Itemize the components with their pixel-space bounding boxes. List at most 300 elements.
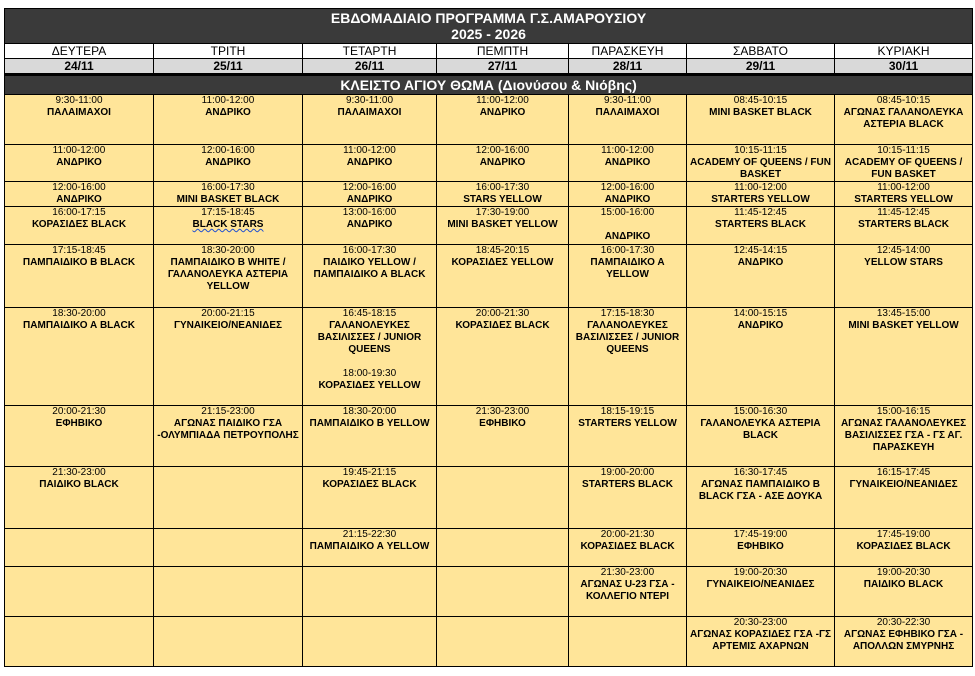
session-entry	[569, 529, 686, 553]
schedule-cell	[303, 245, 437, 308]
session-time: 21:30-23:00	[52, 467, 106, 478]
session-entry	[569, 567, 686, 603]
session-team: MINI BASKET BLACK	[709, 107, 812, 118]
session-team: ΑΝΔΡΙΚΟ	[346, 157, 393, 168]
session-team: ACADEMY OF QUEENS / FUN BASKET	[844, 157, 963, 180]
session-entry	[5, 182, 153, 206]
session-team: ΠΑΜΠΑΙΔΙΚΟ Β YELLOW	[309, 418, 430, 429]
session-time: 21:15-22:30	[342, 529, 397, 540]
session-team: STARS YELLOW	[463, 194, 542, 205]
session-entry	[5, 467, 153, 491]
session-entry	[437, 182, 568, 206]
session-team: ΑΝΔΡΙΚΟ	[479, 107, 526, 118]
schedule-cell	[569, 207, 687, 245]
session-team: ΠΑΙΔΙΚΟ YELLOW / ΠΑΜΠΑΙΔΙΚΟ Α BLACK	[313, 257, 426, 280]
session-team: ΚΟΡΑΣΙΔΕΣ YELLOW	[451, 257, 554, 268]
session-time: 20:30-23:00	[733, 617, 788, 628]
session-entry	[154, 406, 302, 442]
session-time: 16:00-17:30	[342, 245, 397, 256]
schedule-cell	[569, 617, 687, 667]
session-team: STARTERS BLACK	[582, 479, 673, 490]
session-team: ΑΝΔΡΙΚΟ	[604, 194, 651, 205]
session-time: 21:30-23:00	[475, 406, 530, 417]
schedule-cell	[437, 467, 569, 529]
session-entry	[687, 182, 834, 206]
day-header: ΚΥΡΙΑΚΗ	[835, 44, 973, 59]
session-entry	[5, 95, 153, 119]
schedule-cell	[5, 308, 154, 406]
date-header: 25/11	[154, 59, 303, 75]
session-team: ΕΦΗΒΙΚΟ	[737, 541, 784, 552]
session-team: ΠΑΙΔΙΚΟ BLACK	[863, 579, 944, 590]
schedule-cell	[835, 182, 973, 207]
session-entry	[569, 207, 686, 243]
schedule-cell	[569, 406, 687, 467]
session-time: 17:45-19:00	[733, 529, 788, 540]
session-time: 17:15-18:45	[201, 207, 255, 218]
session-team: ΑΓΩΝΑΣ ΠΑΙΔΙΚΟ ΓΣΑ -ΟΛΥΜΠΙΑΔΑ ΠΕΤΡΟΥΠΟΛΗΣ	[157, 418, 299, 441]
day-header: ΤΡΙΤΗ	[154, 44, 303, 59]
schedule-cell	[5, 182, 154, 207]
schedule-row	[5, 467, 973, 529]
session-entry	[154, 308, 302, 332]
schedule-cell	[569, 308, 687, 406]
session-time: 21:30-23:00	[600, 567, 655, 578]
session-time: 16:15-17:45	[876, 467, 931, 478]
session-team: ΑΝΔΡΙΚΟ	[737, 257, 784, 268]
session-entry	[569, 182, 686, 206]
schedule-cell	[154, 567, 303, 617]
session-time: 15:00-16:30	[733, 406, 788, 417]
session-entry	[687, 529, 834, 553]
session-time: 15:00-16:00	[600, 207, 655, 218]
session-entry	[569, 245, 686, 281]
schedule-cell	[835, 95, 973, 145]
session-team: ΓΥΝΑΙΚΕΙΟ/ΝΕΑΝΙΔΕΣ	[706, 579, 815, 590]
session-time: 9:30-11:00	[603, 95, 652, 106]
session-team: ΚΟΡΑΣΙΔΕΣ BLACK	[856, 541, 951, 552]
session-team: ΓΥΝΑΙΚΕΙΟ/ΝΕΑΝΙΔΕΣ	[849, 479, 958, 490]
schedule-cell	[569, 245, 687, 308]
session-team: BLACK STARS	[192, 219, 264, 230]
schedule-cell	[835, 145, 973, 182]
schedule-cell	[437, 617, 569, 667]
schedule-cell	[437, 406, 569, 467]
session-team: STARTERS BLACK	[715, 219, 806, 230]
schedule-cell	[5, 95, 154, 145]
season-label: 2025 - 2026	[451, 26, 526, 42]
schedule-cell	[835, 308, 973, 406]
session-time: 10:15-11:15	[734, 145, 787, 156]
session-entry	[437, 207, 568, 231]
session-entry	[303, 182, 436, 206]
session-entry	[835, 308, 972, 332]
session-time: 20:00-21:30	[52, 406, 106, 417]
schedule-cell	[437, 529, 569, 567]
session-team: ΚΟΡΑΣΙΔΕΣ BLACK	[455, 320, 550, 331]
schedule-cell	[835, 529, 973, 567]
schedule-cell	[835, 207, 973, 245]
session-time: 11:45-12:45	[877, 207, 930, 218]
session-time: 16:00-17:30	[475, 182, 530, 193]
session-time: 12:00-16:00	[201, 145, 255, 156]
session-time: 11:00-12:00	[877, 182, 930, 193]
session-time: 18:15-19:15	[600, 406, 655, 417]
session-entry	[687, 567, 834, 591]
session-time: 19:00-20:30	[876, 567, 931, 578]
session-entry	[303, 308, 436, 356]
schedule-row	[5, 308, 973, 406]
schedule-cell	[687, 182, 835, 207]
session-team: ΚΟΡΑΣΙΔΕΣ BLACK	[322, 479, 417, 490]
session-team: STARTERS BLACK	[858, 219, 949, 230]
session-team: ΑΝΔΡΙΚΟ	[346, 219, 393, 230]
session-entry	[835, 245, 972, 269]
schedule-cell	[687, 529, 835, 567]
session-entry	[303, 95, 436, 119]
schedule-cell	[154, 406, 303, 467]
session-team: ΕΦΗΒΙΚΟ	[479, 418, 526, 429]
session-entry	[835, 182, 972, 206]
session-time: 15:00-16:15	[876, 406, 931, 417]
schedule-table	[4, 8, 973, 667]
session-entry	[687, 145, 834, 181]
session-team: ΑΝΔΡΙΚΟ	[346, 194, 393, 205]
session-time: 12:45-14:00	[876, 245, 931, 256]
session-entry	[835, 529, 972, 553]
schedule-cell	[687, 95, 835, 145]
session-team: ΠΑΜΠΑΙΔΙΚΟ Α YELLOW	[590, 257, 665, 280]
schedule-cell	[569, 145, 687, 182]
date-header-row	[5, 59, 973, 75]
day-header: ΔΕΥΤΕΡΑ	[5, 44, 154, 59]
session-time: 17:15-18:45	[52, 245, 106, 256]
session-time: 17:30-19:00	[475, 207, 530, 218]
session-time: 19:00-20:30	[733, 567, 788, 578]
schedule-cell	[5, 567, 154, 617]
session-team: ΠΑΛΑΙΜΑΧΟΙ	[595, 107, 660, 118]
page-title: ΕΒΔΟΜΑΔΙΑΙΟ ΠΡΟΓΡΑΜΜΑ Γ.Σ.ΑΜΑΡΟΥΣΙΟΥ	[330, 10, 647, 26]
session-time: 12:45-14:15	[733, 245, 788, 256]
session-entry	[687, 617, 834, 653]
session-team: STARTERS YELLOW	[711, 194, 810, 205]
schedule-cell	[303, 182, 437, 207]
session-team: YELLOW STARS	[864, 257, 943, 268]
schedule-cell	[303, 207, 437, 245]
session-entry	[835, 567, 972, 591]
schedule-cell	[437, 182, 569, 207]
schedule-cell	[303, 406, 437, 467]
schedule-cell	[437, 308, 569, 406]
session-time: 18:00-19:30	[342, 368, 397, 379]
schedule-row	[5, 95, 973, 145]
session-time: 18:30-20:00	[342, 406, 397, 417]
session-team: ΑΝΔΡΙΚΟ	[604, 157, 651, 168]
session-entry	[437, 145, 568, 169]
schedule-cell	[687, 245, 835, 308]
session-entry	[687, 245, 834, 269]
schedule-cell	[687, 308, 835, 406]
schedule-cell	[154, 182, 303, 207]
session-team: ΠΑΜΠΑΙΔΙΚΟ Α BLACK	[23, 320, 135, 331]
session-team: ΑΝΔΡΙΚΟ	[56, 157, 102, 168]
session-team: ΠΑΙΔΙΚΟ BLACK	[39, 479, 119, 490]
session-entry	[687, 207, 834, 231]
session-time: 11:00-12:00	[601, 145, 654, 156]
session-time: 20:00-21:30	[600, 529, 655, 540]
session-team: ΠΑΜΠΑΙΔΙΚΟ Β WHITE / ΓΑΛΑΝΟΛΕΥΚΑ ΑΣΤΕΡΙΑ YELLOW	[167, 257, 289, 292]
schedule-cell	[5, 617, 154, 667]
session-team: ΑΓΩΝΑΣ U-23 ΓΣΑ - ΚΟΛΛΕΓΙΟ ΝΤΕΡΙ	[580, 579, 675, 602]
session-team: ΑΝΔΡΙΚΟ	[479, 157, 526, 168]
schedule-cell	[154, 467, 303, 529]
session-time: 11:45-12:45	[734, 207, 787, 218]
schedule-cell	[437, 207, 569, 245]
session-time: 12:00-16:00	[475, 145, 530, 156]
session-entry	[303, 406, 436, 430]
closed-notice: ΚΛΕΙΣΤΟ ΑΓΙΟΥ ΘΩΜΑ (Διονύσου & Νιόβης)	[5, 75, 973, 95]
session-team: ΠΑΛΑΙΜΑΧΟΙ	[337, 107, 402, 118]
schedule-cell	[303, 467, 437, 529]
session-entry	[154, 182, 302, 206]
session-team: STARTERS YELLOW	[854, 194, 953, 205]
schedule-row	[5, 207, 973, 245]
session-time: 16:45-18:15	[342, 308, 397, 319]
session-entry	[835, 617, 972, 653]
session-time: 18:30-20:00	[201, 245, 255, 256]
session-time: 10:15-11:15	[877, 145, 930, 156]
session-team: ACADEMY OF QUEENS / FUN BASKET	[690, 157, 831, 180]
session-entry	[437, 406, 568, 430]
session-entry	[835, 406, 972, 454]
schedule-cell	[303, 95, 437, 145]
schedule-cell	[154, 245, 303, 308]
session-time: 12:00-16:00	[600, 182, 655, 193]
schedule-cell	[569, 529, 687, 567]
session-time: 18:45-20:15	[475, 245, 530, 256]
schedule-row	[5, 182, 973, 207]
schedule-cell	[5, 145, 154, 182]
session-entry	[154, 145, 302, 169]
session-team: ΓΑΛΑΝΟΛΕΥΚΕΣ ΒΑΣΙΛΙΣΣΕΣ / JUNIOR QUEENS	[575, 320, 680, 355]
session-team: ΑΝΔΡΙΚΟ	[737, 320, 784, 331]
session-team: ΠΑΜΠΑΙΔΙΚΟ Α YELLOW	[309, 541, 430, 552]
schedule-cell	[835, 467, 973, 529]
session-time: 12:00-16:00	[342, 182, 397, 193]
schedule-cell	[154, 529, 303, 567]
schedule-cell	[303, 617, 437, 667]
schedule-cell	[303, 567, 437, 617]
schedule-cell	[154, 95, 303, 145]
day-header: ΠΕΜΠΤΗ	[437, 44, 569, 59]
session-team: ΑΝΔΡΙΚΟ	[604, 231, 651, 242]
session-time: 19:00-20:00	[600, 467, 655, 478]
day-header: ΤΕΤΑΡΤΗ	[303, 44, 437, 59]
session-entry	[835, 95, 972, 131]
schedule-cell	[569, 467, 687, 529]
session-team: ΑΓΩΝΑΣ ΕΦΗΒΙΚΟ ΓΣΑ - ΑΠΟΛΛΩΝ ΣΜΥΡΝΗΣ	[843, 629, 964, 652]
session-time: 16:00-17:15	[52, 207, 106, 218]
session-team: ΕΦΗΒΙΚΟ	[55, 418, 103, 429]
date-header: 28/11	[569, 59, 687, 75]
schedule-title-header	[5, 9, 973, 44]
session-entry	[437, 308, 568, 332]
session-team: ΚΟΡΑΣΙΔΕΣ BLACK	[31, 219, 127, 230]
session-entry	[437, 95, 568, 119]
session-time: 20:00-21:30	[475, 308, 530, 319]
schedule-cell	[154, 145, 303, 182]
session-time: 20:30-22:30	[876, 617, 931, 628]
session-entry	[569, 95, 686, 119]
schedule-cell	[835, 567, 973, 617]
session-time: 11:00-12:00	[343, 145, 396, 156]
session-entry	[154, 95, 302, 119]
schedule-row	[5, 617, 973, 667]
schedule-cell	[569, 182, 687, 207]
schedule-cell	[303, 308, 437, 406]
schedule-cell	[5, 406, 154, 467]
session-time: 08:45-10:15	[733, 95, 788, 106]
schedule-cell	[687, 467, 835, 529]
schedule-cell	[835, 617, 973, 667]
day-header: ΣΑΒΒΑΤΟ	[687, 44, 835, 59]
session-team: ΠΑΜΠΑΙΔΙΚΟ Β BLACK	[22, 257, 136, 268]
session-entry	[303, 368, 436, 392]
session-entry	[569, 406, 686, 430]
session-team: ΑΝΔΡΙΚΟ	[205, 107, 251, 118]
session-entry	[5, 245, 153, 269]
session-entry	[687, 95, 834, 119]
day-header: ΠΑΡΑΣΚΕΥΗ	[569, 44, 687, 59]
session-time: 11:00-12:00	[52, 145, 106, 156]
session-entry	[569, 308, 686, 356]
session-time: 16:30-17:45	[733, 467, 788, 478]
session-team: MINI BASKET YELLOW	[447, 219, 558, 230]
session-time: 16:00-17:30	[600, 245, 655, 256]
schedule-cell	[437, 245, 569, 308]
schedule-cell	[154, 308, 303, 406]
session-entry	[154, 245, 302, 293]
schedule-cell	[437, 95, 569, 145]
session-entry	[835, 207, 972, 231]
schedule-cell	[5, 467, 154, 529]
session-entry	[303, 529, 436, 553]
schedule-cell	[569, 95, 687, 145]
session-entry	[835, 145, 972, 181]
session-entry	[569, 145, 686, 169]
session-time: 9:30-11:00	[55, 95, 103, 106]
session-team: ΑΓΩΝΑΣ ΓΑΛΑΝΟΛΕΥΚΕΣ ΒΑΣΙΛΙΣΣΕΣ ΓΣΑ - ΓΣ ΑΓ. ΠΑΡΑΣΚΕΥΗ	[840, 418, 967, 453]
session-time: 11:00-12:00	[734, 182, 787, 193]
session-team: ΚΟΡΑΣΙΔΕΣ YELLOW	[318, 380, 421, 391]
schedule-row	[5, 145, 973, 182]
session-time: 14:00-15:15	[733, 308, 788, 319]
session-team: ΓΥΝΑΙΚΕΙΟ/ΝΕΑΝΙΔΕΣ	[173, 320, 283, 331]
session-time: 13:00-16:00	[342, 207, 397, 218]
schedule-row	[5, 406, 973, 467]
schedule-cell	[687, 567, 835, 617]
schedule-row	[5, 245, 973, 308]
session-entry	[303, 207, 436, 231]
session-entry	[5, 308, 153, 332]
schedule-cell	[437, 145, 569, 182]
session-entry	[835, 467, 972, 491]
session-team: ΑΓΩΝΑΣ ΚΟΡΑΣΙΔΕΣ ΓΣΑ -ΓΣ ΑΡΤΕΜΙΣ ΑΧΑΡΝΩΝ	[690, 629, 831, 652]
session-entry	[437, 245, 568, 269]
session-entry	[303, 245, 436, 281]
schedule-cell	[835, 245, 973, 308]
session-entry	[5, 207, 153, 231]
session-entry	[5, 406, 153, 430]
session-entry	[303, 145, 436, 169]
session-entry	[687, 406, 834, 442]
date-header: 29/11	[687, 59, 835, 75]
schedule-row	[5, 567, 973, 617]
schedule-cell	[5, 207, 154, 245]
session-time: 13:45-15:00	[876, 308, 931, 319]
session-team: ΑΝΔΡΙΚΟ	[56, 194, 102, 205]
schedule-cell	[5, 245, 154, 308]
session-time: 9:30-11:00	[345, 95, 394, 106]
schedule-cell	[835, 406, 973, 467]
session-time: 08:45-10:15	[876, 95, 931, 106]
session-team: ΓΑΛΑΝΟΛΕΥΚΕΣ ΒΑΣΙΛΙΣΣΕΣ / JUNIOR QUEENS	[317, 320, 422, 355]
session-time: 11:00-12:00	[476, 95, 529, 106]
session-team: ΠΑΛΑΙΜΑΧΟΙ	[47, 107, 111, 118]
schedule-cell	[5, 529, 154, 567]
schedule-cell	[303, 529, 437, 567]
schedule-cell	[687, 406, 835, 467]
session-team: MINI BASKET YELLOW	[848, 320, 959, 331]
session-team: ΚΟΡΑΣΙΔΕΣ BLACK	[580, 541, 675, 552]
schedule-row	[5, 529, 973, 567]
session-team: ΑΝΔΡΙΚΟ	[205, 157, 251, 168]
schedule-cell	[437, 567, 569, 617]
session-entry	[5, 145, 153, 169]
session-entry	[303, 467, 436, 491]
session-team: ΑΓΩΝΑΣ ΠΑΜΠΑΙΔΙΚΟ Β BLACK ΓΣΑ - ΑΣΕ ΔΟΥΚΑ	[698, 479, 823, 502]
day-header-row	[5, 44, 973, 59]
session-time: 18:30-20:00	[52, 308, 106, 319]
session-time: 12:00-16:00	[52, 182, 106, 193]
session-time: 11:00-12:00	[201, 95, 255, 106]
schedule-cell	[303, 145, 437, 182]
date-header: 27/11	[437, 59, 569, 75]
date-header: 24/11	[5, 59, 154, 75]
date-header: 26/11	[303, 59, 437, 75]
schedule-cell	[154, 207, 303, 245]
session-time: 20:00-21:15	[201, 308, 255, 319]
session-entry	[569, 467, 686, 491]
schedule-cell	[687, 207, 835, 245]
session-team: MINI BASKET BLACK	[176, 194, 280, 205]
session-time: 17:45-19:00	[876, 529, 931, 540]
session-entry	[687, 467, 834, 503]
session-entry	[687, 308, 834, 332]
schedule-cell	[687, 617, 835, 667]
schedule-cell	[154, 617, 303, 667]
session-entry	[154, 207, 302, 231]
session-time: 19:45-21:15	[342, 467, 397, 478]
schedule-cell	[569, 567, 687, 617]
session-team: STARTERS YELLOW	[578, 418, 677, 429]
session-team: ΓΑΛΑΝΟΛΕΥΚΑ ΑΣΤΕΡΙΑ BLACK	[700, 418, 821, 441]
session-time: 21:15-23:00	[201, 406, 255, 417]
date-header: 30/11	[835, 59, 973, 75]
schedule-cell	[687, 145, 835, 182]
session-time: 17:15-18:30	[600, 308, 655, 319]
session-team: ΑΓΩΝΑΣ ΓΑΛΑΝΟΛΕΥΚΑ ΑΣΤΕΡΙΑ BLACK	[843, 107, 964, 130]
